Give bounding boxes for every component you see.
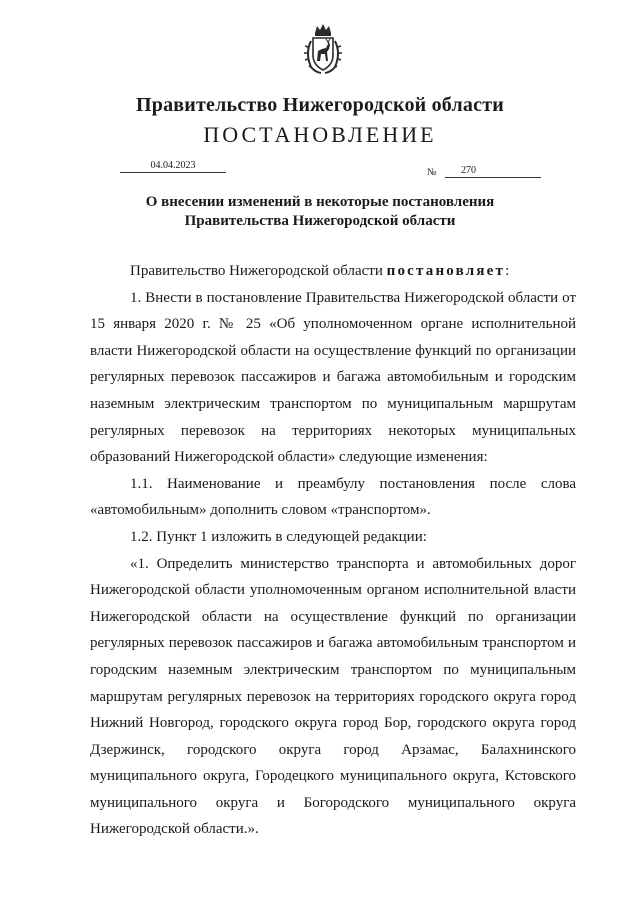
document-type: ПОСТАНОВЛЕНИЕ [203, 122, 437, 147]
subject-line-1: О внесении изменений в некоторые постановления [145, 194, 495, 210]
intro-paragraph [90, 258, 576, 285]
paragraph-1: 1. Внести в постановление Правительства Нижегородской области от 15 января 2020 г. № 25 «Об уполномоченном органе исполнительной власти Нижегородской области на осуществление функций по организации регулярных перевозок пассажиров и багажа автомобильным и городским наземным электрическим транспортом по муниципальным маршрутам регулярных перевозок на территориях некоторых муниципальных образований Нижегородской области» следующие изменения: [90, 289, 576, 466]
intro-prefix: Правительство Нижегородской области [130, 263, 387, 279]
quoted-paragraph: «1. Определить министерство транспорта и автомобильных дорог Нижегородской области уполномоченным органом исполнительной власти Нижегородской области на осуществление функций по организации регулярных перевозок пассажиров и багажа автомобильным транспортом и городским наземным электрическим транспортом по муниципальным маршрутам регулярных перевозок на территориях городского округа город Нижний Новгород, городского округа город Бор, городского округа город Дзержинск, городского округа город Арзамас, Балахнинского муниципального округа, Городецкого муниципального округа, Кстовского муниципального округа и Богородского муниципального округа Нижегородской области.». [90, 555, 576, 838]
document-body [90, 258, 576, 843]
paragraph-1-1: 1.1. Наименование и преамбулу постановления после слова «автомобильным» дополнить словом «транспортом». [90, 475, 576, 519]
intro-suffix: : [505, 263, 510, 279]
paragraph-1-2: 1.2. Пункт 1 изложить в следующей редакции: [130, 528, 427, 545]
document-number: 270 [445, 165, 541, 178]
document-date: 04.04.2023 [120, 160, 226, 173]
document-subject [0, 193, 640, 231]
decree-word: постановляет [386, 263, 506, 279]
number-label: № [427, 167, 437, 178]
subject-line-2: Правительства Нижегородской области [184, 213, 456, 229]
organization-title: Правительство Нижегородской области [136, 94, 504, 116]
coat-of-arms-icon [303, 23, 343, 75]
